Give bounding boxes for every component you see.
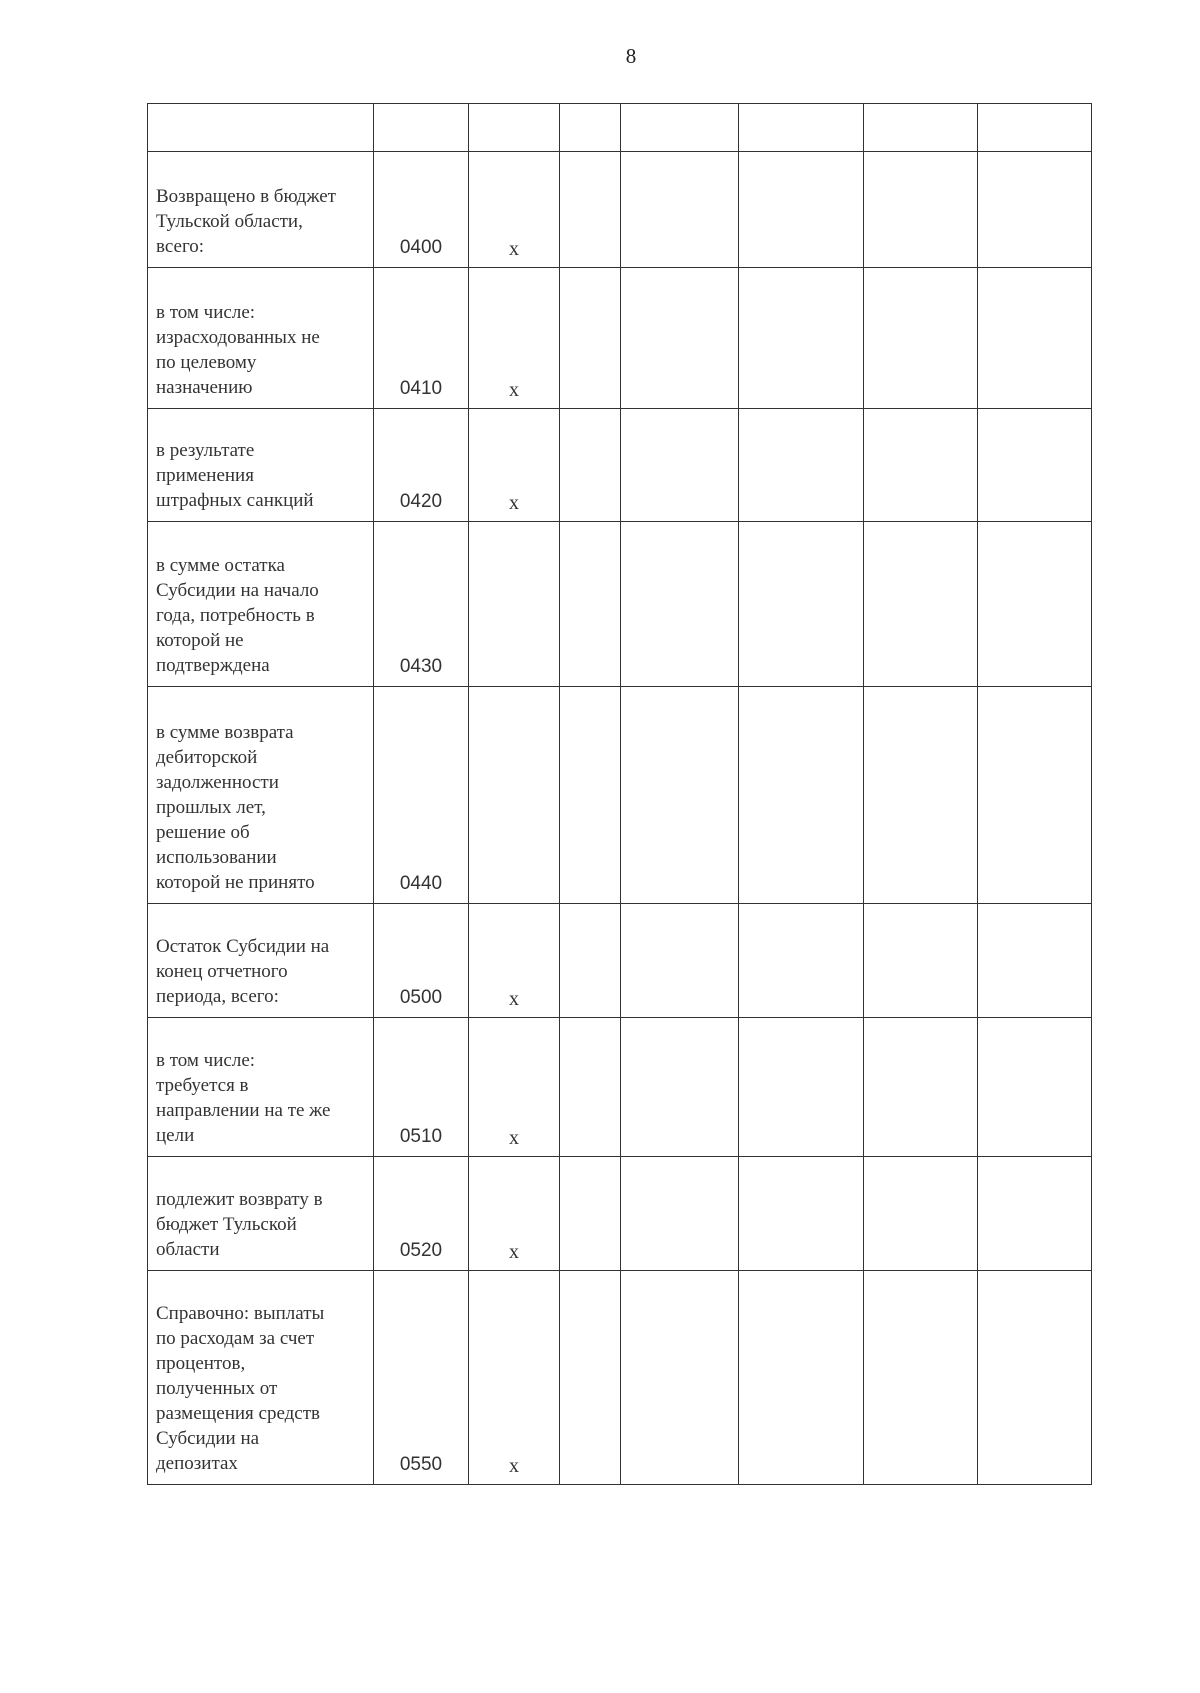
value-cell (621, 409, 739, 522)
row-label (148, 904, 374, 1018)
row-label (148, 409, 374, 522)
label-line: в сумме остатка (156, 555, 285, 576)
value-cell (739, 409, 864, 522)
value-cell (739, 152, 864, 268)
value-cell (864, 1157, 978, 1271)
label-line: области (156, 1239, 220, 1260)
label-line: всего: (156, 236, 205, 257)
value-cell (560, 152, 621, 268)
table-row (148, 687, 1092, 904)
table-row (148, 904, 1092, 1018)
value-cell (978, 522, 1092, 687)
label-line: года, потребность в (156, 605, 315, 626)
label-line: применения (156, 465, 254, 486)
label-line: Возвращено в бюджет (156, 186, 336, 207)
row-code: 0400 (374, 152, 469, 268)
value-cell (739, 1157, 864, 1271)
value-cell (621, 687, 739, 904)
value-cell (978, 1018, 1092, 1157)
value-cell (978, 268, 1092, 409)
label-line: в сумме возврата (156, 722, 294, 743)
label-line: решение об (156, 822, 250, 843)
value-cell (978, 1271, 1092, 1485)
row-code: 0510 (374, 1018, 469, 1157)
row-code: 0430 (374, 522, 469, 687)
row-label (148, 152, 374, 268)
row-label (148, 522, 374, 687)
value-cell (864, 268, 978, 409)
label-line: бюджет Тульской (156, 1214, 297, 1235)
header-cell (374, 104, 469, 152)
row-mark: x (469, 1157, 560, 1271)
value-cell (739, 904, 864, 1018)
value-cell (621, 152, 739, 268)
header-cell (560, 104, 621, 152)
label-line: Субсидии на начало (156, 580, 319, 601)
page-number: 8 (625, 44, 637, 68)
header-cell (469, 104, 560, 152)
label-line: дебиторской (156, 747, 258, 768)
header-cell (739, 104, 864, 152)
value-cell (560, 687, 621, 904)
label-line: в результате (156, 440, 255, 461)
row-mark: x (469, 904, 560, 1018)
table-row (148, 1271, 1092, 1485)
value-cell (560, 1018, 621, 1157)
value-cell (978, 409, 1092, 522)
label-line: Субсидии на (156, 1428, 260, 1449)
row-mark (469, 687, 560, 904)
row-label (148, 268, 374, 409)
row-code: 0500 (374, 904, 469, 1018)
row-mark: x (469, 152, 560, 268)
label-line: конец отчетного (156, 961, 288, 982)
label-line: прошлых лет, (156, 797, 266, 818)
table-row (148, 268, 1092, 409)
value-cell (864, 904, 978, 1018)
label-line: подтверждена (156, 655, 270, 676)
label-line: израсходованных не (156, 327, 320, 348)
value-cell (621, 522, 739, 687)
row-mark (469, 522, 560, 687)
row-code: 0520 (374, 1157, 469, 1271)
label-line: в том числе: (156, 1050, 256, 1071)
value-cell (978, 152, 1092, 268)
label-line: которой не принято (156, 872, 315, 893)
value-cell (621, 268, 739, 409)
row-label (148, 1271, 374, 1485)
row-mark: x (469, 268, 560, 409)
value-cell (621, 1018, 739, 1157)
value-cell (739, 1018, 864, 1157)
table-row (148, 152, 1092, 268)
label-line: по расходам за счет (156, 1328, 315, 1349)
row-mark: x (469, 1271, 560, 1485)
label-line: назначению (156, 377, 253, 398)
label-line: подлежит возврату в (156, 1189, 323, 1210)
label-line: Справочно: выплаты (156, 1303, 325, 1324)
row-label (148, 1018, 374, 1157)
row-code: 0420 (374, 409, 469, 522)
table-row (148, 409, 1092, 522)
value-cell (621, 904, 739, 1018)
label-line: депозитах (156, 1453, 238, 1474)
label-line: размещения средств (156, 1403, 321, 1424)
table-row (148, 1157, 1092, 1271)
label-line: Остаток Субсидии на (156, 936, 330, 957)
label-line: требуется в (156, 1075, 249, 1096)
value-cell (560, 409, 621, 522)
value-cell (864, 687, 978, 904)
value-cell (739, 268, 864, 409)
row-code: 0410 (374, 268, 469, 409)
value-cell (560, 522, 621, 687)
value-cell (864, 152, 978, 268)
value-cell (739, 687, 864, 904)
header-cell (864, 104, 978, 152)
label-line: штрафных санкций (156, 490, 314, 511)
value-cell (978, 904, 1092, 1018)
value-cell (739, 522, 864, 687)
label-line: процентов, (156, 1353, 246, 1374)
value-cell (560, 1157, 621, 1271)
row-label (148, 687, 374, 904)
row-mark: x (469, 409, 560, 522)
label-line: направлении на те же (156, 1100, 331, 1121)
label-line: цели (156, 1125, 195, 1146)
header-cell (148, 104, 374, 152)
row-label (148, 1157, 374, 1271)
header-cell (978, 104, 1092, 152)
label-line: по целевому (156, 352, 257, 373)
value-cell (864, 1271, 978, 1485)
table-row (148, 1018, 1092, 1157)
table-row (148, 522, 1092, 687)
value-cell (978, 1157, 1092, 1271)
value-cell (560, 904, 621, 1018)
label-line: которой не (156, 630, 244, 651)
label-line: в том числе: (156, 302, 256, 323)
value-cell (864, 522, 978, 687)
label-line: периода, всего: (156, 986, 279, 1007)
value-cell (621, 1157, 739, 1271)
value-cell (560, 268, 621, 409)
value-cell (560, 1271, 621, 1485)
value-cell (621, 1271, 739, 1485)
row-code: 0550 (374, 1271, 469, 1485)
row-code: 0440 (374, 687, 469, 904)
label-line: полученных от (156, 1378, 278, 1399)
value-cell (864, 1018, 978, 1157)
value-cell (978, 687, 1092, 904)
label-line: Тульской области, (156, 211, 303, 232)
row-mark: x (469, 1018, 560, 1157)
value-cell (739, 1271, 864, 1485)
label-line: задолженности (156, 772, 279, 793)
value-cell (864, 409, 978, 522)
header-cell (621, 104, 739, 152)
label-line: использовании (156, 847, 277, 868)
header-row (148, 104, 1092, 152)
report-table (147, 103, 1092, 1485)
